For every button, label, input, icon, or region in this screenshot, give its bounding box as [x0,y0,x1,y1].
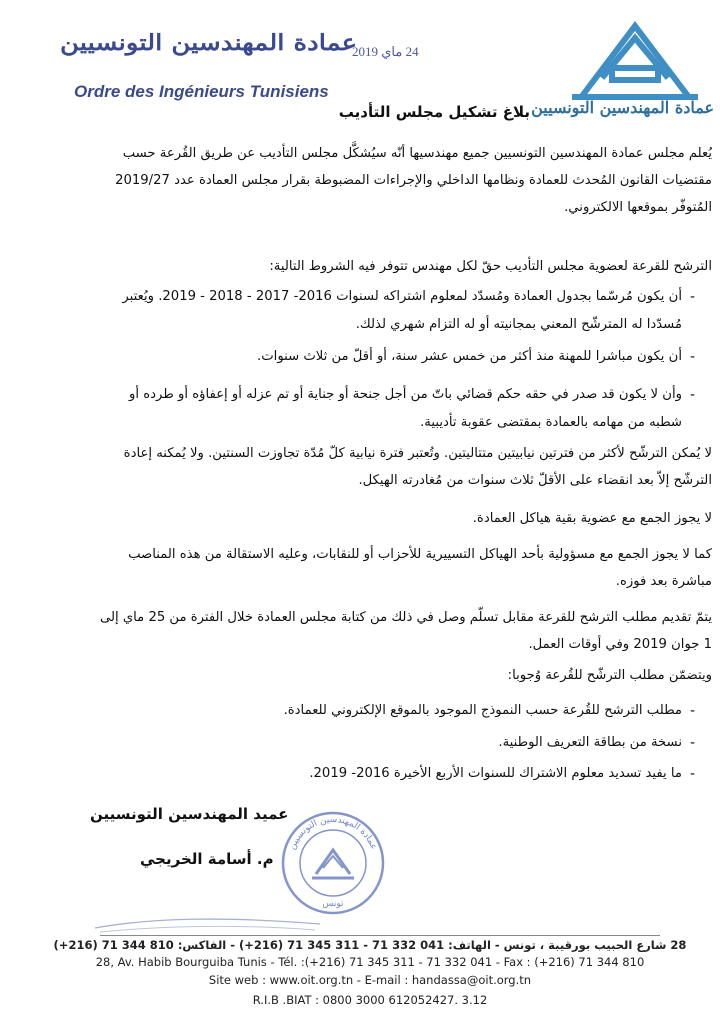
bullet-dash: - [690,766,696,782]
logo-caption: عمادة المهندسين التونسيين [531,98,714,117]
incompatibility-line: لا يجوز الجمع مع عضوية بقية هياكل العمادة. [472,511,712,526]
document-line: ما يفيد تسديد معلوم الاشتراك للسنوات الأربع الأخيرة 2016- 2019. [309,766,682,781]
condition-line: أن يكون مباشرا للمهنة منذ أكثر من خمس عشر سنة، أو أقلّ من ثلاث سنوات. [257,349,682,364]
condition-item [62,343,682,371]
submission-line: يتمّ تقديم مطلب الترشح للقرعة مقابل تسلّم وصل في ذلك من كتابة مجلس العمادة خلال الفترة من 25 ماي إلى [99,610,712,625]
document-date: 24 ماي 2019 [352,44,419,59]
conditions-intro [62,253,712,280]
term-limit-paragraph [62,440,712,494]
svg-text:عمادة المهندسين التونسيين [287,815,378,851]
document-line: مطلب الترشح للقُرعة حسب النموذج الموجود بالموقع الإلكتروني للعمادة. [283,703,682,718]
footer-address-french: 28, Av. Habib Bourguiba Tunis - Tél. :(+216) 71 345 311 - 71 332 041 - Fax : (+216) 71 344 810 [95,955,645,969]
condition-line: شطبه من مهامه بالعمادة بمقتضى عقوبة تأديبية. [420,415,682,430]
handwritten-signature [90,900,330,940]
document-item [62,729,682,757]
document-item [62,697,682,725]
condition-item [62,381,682,437]
footer-address-arabic: 28 شارع الحبيب بورقيبة ، تونس - الهاتف: 041 332 71 - 311 345 71 (216+) - الفاكس: 810 344 71 (216+) [53,938,687,952]
bullet-dash: - [690,387,696,403]
political-line: مباشرة بعد فوزه. [615,574,712,589]
submission-line: 1 جوان 2019 وفي أوقات العمل. [528,637,712,652]
org-name-arabic: عمادة المهندسين التونسيين [60,30,358,56]
condition-line: أن يكون مُرسّما بجدول العمادة ومُسدّد لمعلوم اشتراكه لسنوات 2016- 2017 - 2018 - 2019. ويُعتبر [122,289,682,304]
footer-web-email: Site web : www.oit.org.tn - E-mail : handassa@oit.org.tn [208,973,532,987]
signatory-name: م. أسامة الخريجي [140,850,274,868]
document-item [62,760,682,788]
intro-line: مقتضيات القانون المُحدث للعمادة ونظامها الداخلي والإجراءات المضبوطة بقرار مجلس العمادة عدد 2019/27 [115,173,712,188]
documents-intro [62,662,712,689]
document-title: بلاغ تشكيل مجلس التأديب [338,103,530,121]
intro-paragraph [62,140,712,221]
incompatibility-paragraph [62,505,712,532]
intro-line: المُتوفّر بموقعها الالكتروني. [564,200,712,215]
term-limit-line: الترشّح إلاّ بعد انقضاء على الأقلّ ثلاث سنوات من مُغادرته الهيكل. [358,473,712,488]
condition-item [62,283,682,339]
documents-intro-text: ويتضمّن مطلب الترشّح للقُرعة وُجوبا: [507,668,712,683]
condition-line: مُسدّدا له المترشّح المعني بمجانيته أو له التزام شهري لذلك. [355,317,682,332]
intro-line: يُعلم مجلس عمادة المهندسين التونسيين جميع مهندسيها أنّه سيُشكَّل مجلس التأديب عن طريق القُرعة حسب [122,146,712,161]
political-incompatibility-paragraph [62,541,712,595]
bullet-dash: - [690,289,696,305]
bullet-dash: - [690,349,696,365]
political-line: كما لا يجوز الجمع مع مسؤولية بأحد الهياكل التسييرية للأحزاب أو للنقابات، وعليه الاستقالة من هذه المناصب [128,547,712,562]
submission-paragraph [62,604,712,658]
conditions-intro-text: الترشح للقرعة لعضوية مجلس التأديب حقّ لكل مهندس تتوفر فيه الشروط التالية: [269,259,712,274]
bullet-dash: - [690,703,696,719]
condition-line: وأن لا يكون قد صدر في حقه حكم قضائي باتّ من أجل جنحة أو جناية أو تم عزله أو إعفاؤه أو طرده أو [129,387,682,402]
stamp-text: عمادة المهندسين التونسيين [287,814,379,852]
org-name-french: Ordre des Ingénieurs Tunisiens [74,82,329,101]
signatory-title: عميد المهندسين التونسيين [90,805,289,823]
stamp-city: تونس [322,899,344,909]
bullet-dash: - [690,735,696,751]
term-limit-line: لا يُمكن الترشّح لأكثر من فترتين نيابيتين متتاليتين. وتُعتبر فترة نيابية كلّ مُدّة تجاوزت السنتين. ولا يُمكنه إعادة [123,446,712,461]
footer-bank-rib: R.I.B .BIAT : 0800 3000 612052427. 3.12 [252,993,488,1007]
footer-divider [100,935,660,936]
document-line: نسخة من بطاقة التعريف الوطنية. [498,735,682,750]
